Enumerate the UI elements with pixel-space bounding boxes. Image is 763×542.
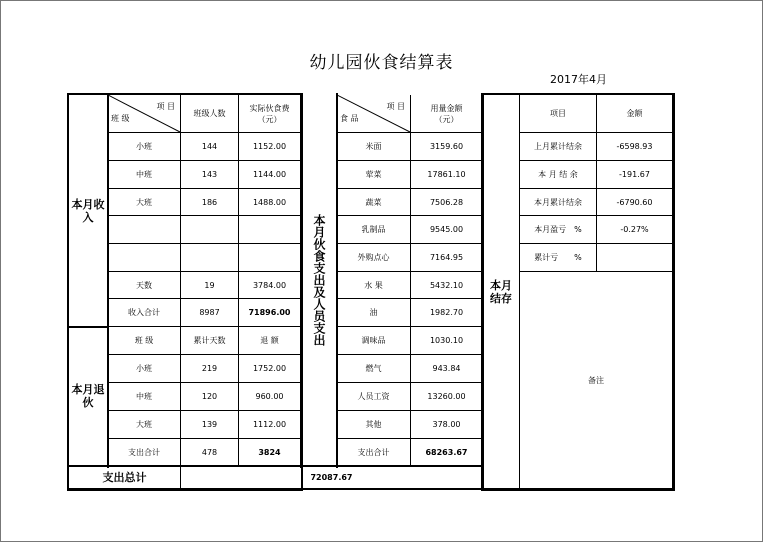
- expense-row-amount: 378.00: [411, 411, 483, 439]
- balance-remark: 备注: [520, 272, 673, 489]
- income-col-fee-header: 实际伙食费（元）: [239, 95, 301, 133]
- expense-header-food: 食 品: [340, 114, 359, 123]
- expense-row-amount: 3159.60: [411, 133, 483, 161]
- refund-row-name: 大班: [108, 411, 181, 439]
- income-row-fee: 1488.00: [239, 189, 301, 216]
- expense-col-amount-header: 用量金额（元）: [411, 95, 483, 133]
- expense-total-amount: 68263.67: [411, 439, 483, 466]
- refund-section-label: 本月退伙: [69, 327, 108, 466]
- balance-row-name: 本月累计结余: [520, 189, 597, 216]
- income-row-name: 中班: [108, 161, 181, 189]
- income-row-count: 144: [181, 133, 239, 161]
- income-row-name: [108, 244, 181, 272]
- balance-row-amount: -6598.93: [597, 133, 673, 161]
- refund-header-name: 班 级: [108, 327, 181, 355]
- refund-header-count: 累计天数: [181, 327, 239, 355]
- balance-row-amount: -0.27%: [597, 216, 673, 244]
- income-row-count: 143: [181, 161, 239, 189]
- income-col-count-header: 班级人数: [181, 95, 239, 133]
- income-row-name: 大班: [108, 189, 181, 216]
- expense-row-name: 乳制品: [337, 216, 411, 244]
- divider-line: [67, 488, 483, 490]
- balance-row-amount: -6790.60: [597, 189, 673, 216]
- refund-header-fee: 退 额: [239, 327, 301, 355]
- balance-row-name: 累计亏 %: [520, 244, 597, 272]
- balance-section-label: 本月结存: [483, 95, 520, 489]
- page-title: 幼儿园伙食结算表: [309, 53, 454, 73]
- refund-row-name: 小班: [108, 355, 181, 383]
- expense-row-name: 外购点心: [337, 244, 411, 272]
- income-total-count: 8987: [181, 299, 239, 327]
- expense-row-name: 米面: [337, 133, 411, 161]
- expense-row-amount: 1982.70: [411, 299, 483, 327]
- income-row-count: 186: [181, 189, 239, 216]
- refund-row-count: 219: [181, 355, 239, 383]
- refund-row-name: 中班: [108, 383, 181, 411]
- balance-row-name: 本 月 结 余: [520, 161, 597, 189]
- divider-line: [67, 326, 108, 328]
- income-row-fee: 3784.00: [239, 272, 301, 299]
- divider-line: [107, 93, 109, 468]
- income-row-name: [108, 216, 181, 244]
- expense-row-name: 燃气: [337, 355, 411, 383]
- grand-total-label: 支出总计: [69, 466, 181, 489]
- expense-header-item: 项 目: [386, 102, 405, 111]
- expense-row-name: 荤菜: [337, 161, 411, 189]
- income-section-label: 本月收入: [69, 95, 108, 327]
- income-diagonal-header: [108, 95, 181, 133]
- divider-line: [482, 93, 484, 491]
- divider-line: [67, 465, 483, 467]
- expense-row-name: 水 果: [337, 272, 411, 299]
- balance-col-item-header: 项目: [520, 95, 597, 133]
- income-row-fee: [239, 216, 301, 244]
- expense-section-label: 本月伙食支出及人员支出: [312, 214, 326, 346]
- balance-row-name: 本月盈亏 %: [520, 216, 597, 244]
- income-row-name: 小班: [108, 133, 181, 161]
- divider-line: [300, 93, 302, 468]
- refund-row-fee: 1112.00: [239, 411, 301, 439]
- expense-row-name: 人员工资: [337, 383, 411, 411]
- grand-total-value: 72087.67: [181, 466, 483, 489]
- refund-row-count: 139: [181, 411, 239, 439]
- expense-total-label: 支出合计: [337, 439, 411, 466]
- refund-row-fee: 960.00: [239, 383, 301, 411]
- expense-row-amount: 943.84: [411, 355, 483, 383]
- income-row-count: [181, 244, 239, 272]
- report-date: 2017年4月: [550, 73, 607, 86]
- income-row-fee: [239, 244, 301, 272]
- balance-col-amount-header: 金额: [597, 95, 673, 133]
- refund-row-count: 120: [181, 383, 239, 411]
- income-row-fee: 1144.00: [239, 161, 301, 189]
- income-row-count: 19: [181, 272, 239, 299]
- expense-row-amount: 7506.28: [411, 189, 483, 216]
- expense-row-name: 油: [337, 299, 411, 327]
- expense-diagonal-header: [337, 95, 411, 133]
- expense-row-amount: 1030.10: [411, 327, 483, 355]
- income-row-fee: 1152.00: [239, 133, 301, 161]
- expense-row-name: 其他: [337, 411, 411, 439]
- income-row-name: 天数: [108, 272, 181, 299]
- expense-row-amount: 7164.95: [411, 244, 483, 272]
- income-row-count: [181, 216, 239, 244]
- expense-row-name: 蔬菜: [337, 189, 411, 216]
- expense-row-amount: 13260.00: [411, 383, 483, 411]
- balance-row-amount: [597, 244, 673, 272]
- income-header-class: 班 级: [111, 114, 130, 123]
- income-header-item: 项 目: [156, 102, 175, 111]
- divider-line: [336, 93, 338, 468]
- balance-row-amount: -191.67: [597, 161, 673, 189]
- expense-row-amount: 5432.10: [411, 272, 483, 299]
- refund-total-fee: 3824: [239, 439, 301, 466]
- expense-row-amount: 9545.00: [411, 216, 483, 244]
- expense-row-name: 调味品: [337, 327, 411, 355]
- balance-row-name: 上月累计结余: [520, 133, 597, 161]
- income-total-label: 收入合计: [108, 299, 181, 327]
- income-total-fee: 71896.00: [239, 299, 301, 327]
- expense-row-amount: 17861.10: [411, 161, 483, 189]
- refund-total-label: 支出合计: [108, 439, 181, 466]
- refund-row-fee: 1752.00: [239, 355, 301, 383]
- expense-section-cell: [301, 95, 337, 466]
- refund-total-count: 478: [181, 439, 239, 466]
